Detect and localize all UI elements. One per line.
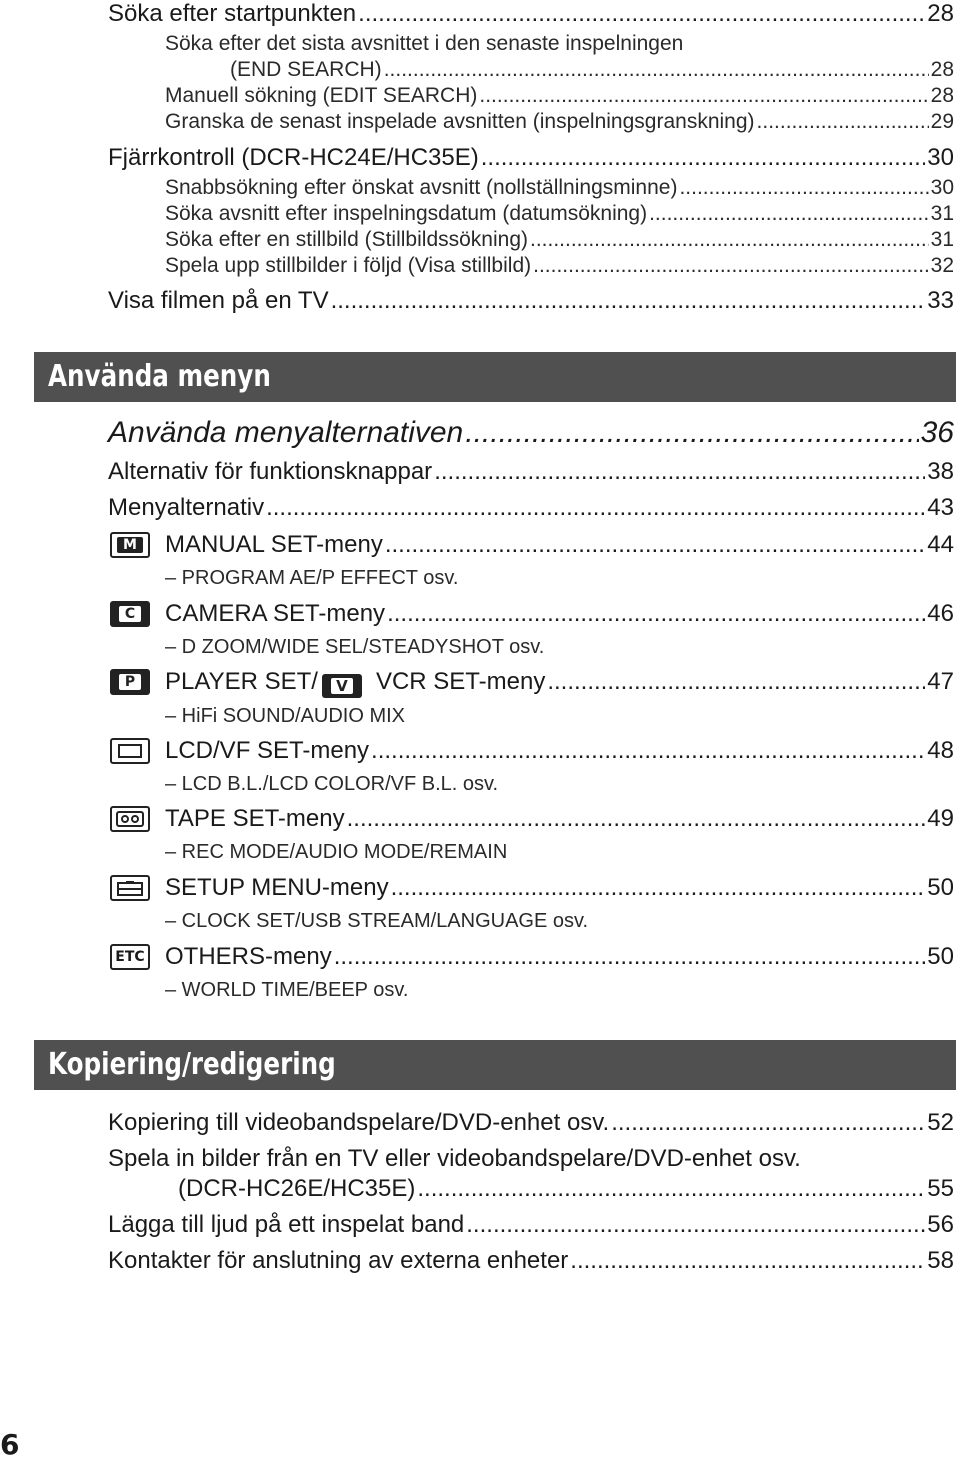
- entry-title: TAPE SET-meny: [165, 805, 345, 832]
- entry-page: 49: [927, 805, 954, 832]
- leader-dots: [533, 254, 929, 278]
- entry-page: 28: [927, 0, 954, 27]
- menu-entry[interactable]: [165, 737, 954, 765]
- toc-entry[interactable]: [108, 1211, 954, 1239]
- leader-dots: [611, 1109, 925, 1137]
- entry-title: Spela in bilder från en TV eller videobandspelare/DVD-enhet osv.: [108, 1145, 801, 1172]
- leader-dots: [266, 494, 925, 522]
- leader-dots: [649, 202, 929, 226]
- entry-page: 32: [930, 254, 954, 277]
- menu-entry[interactable]: [165, 668, 954, 696]
- entry-page: 30: [927, 144, 954, 171]
- toc-entry[interactable]: [108, 494, 954, 522]
- toc-entry[interactable]: [178, 1175, 954, 1203]
- entry-page: 33: [927, 287, 954, 314]
- leader-dots: [679, 176, 928, 200]
- menu-subtext: – HiFi SOUND/AUDIO MIX: [165, 705, 406, 727]
- entry-title: Söka efter det sista avsnittet i den senaste inspelningen: [165, 32, 684, 55]
- menu-subtext: – D ZOOM/WIDE SEL/STEADYSHOT osv.: [165, 636, 545, 658]
- entry-page: 28: [930, 84, 954, 107]
- entry-page: 31: [930, 202, 954, 225]
- leader-dots: [530, 228, 929, 252]
- leader-dots: [385, 531, 925, 559]
- entry-title: MANUAL SET-meny: [165, 531, 383, 558]
- entry-title: Granska de senast inspelade avsnitten (inspelningsgranskning): [165, 110, 755, 133]
- player-set-icon: P: [110, 669, 150, 695]
- menu-subtext: – CLOCK SET/USB STREAM/LANGUAGE osv.: [165, 910, 589, 932]
- leader-dots: [371, 737, 925, 765]
- entry-title: Fjärrkontroll (DCR-HC24E/HC35E): [108, 144, 479, 171]
- toc-heading[interactable]: [108, 416, 954, 450]
- menu-subtext: – WORLD TIME/BEEP osv.: [165, 979, 409, 1001]
- page-number: 6: [0, 1428, 20, 1461]
- camera-set-icon: C: [110, 601, 150, 627]
- toc-entry[interactable]: [108, 1247, 954, 1275]
- leader-dots: [334, 943, 926, 971]
- entry-page: 47: [927, 668, 954, 695]
- entry-page: 31: [930, 228, 954, 251]
- entry-title: Spela upp stillbilder i följd (Visa stillbild): [165, 254, 532, 277]
- menu-entry[interactable]: [165, 600, 954, 628]
- toc-entry[interactable]: [108, 0, 954, 28]
- entry-title: (DCR-HC26E/HC35E): [178, 1175, 416, 1202]
- toc-entry[interactable]: [108, 1109, 954, 1137]
- entry-title: Använda menyalternativen: [108, 416, 464, 449]
- toc-subentry[interactable]: [165, 110, 954, 134]
- entry-title: LCD/VF SET-meny: [165, 737, 370, 764]
- others-etc-icon: ETC: [110, 944, 150, 970]
- leader-dots: [347, 805, 926, 833]
- entry-title: OTHERS-meny: [165, 943, 332, 970]
- entry-title: Söka efter startpunkten: [108, 0, 357, 27]
- menu-entry[interactable]: [165, 874, 954, 902]
- section-title: Kopiering/redigering: [48, 1047, 336, 1082]
- entry-title: Manuell sökning (EDIT SEARCH): [165, 84, 478, 107]
- entry-title: SETUP MENU-meny: [165, 874, 389, 901]
- manual-set-icon: M: [110, 532, 150, 558]
- entry-title: PLAYER SET/: [165, 668, 318, 695]
- toc-subentry[interactable]: [165, 202, 954, 226]
- entry-title: (END SEARCH): [230, 58, 382, 81]
- entry-title: Kontakter för anslutning av externa enheter: [108, 1247, 569, 1274]
- leader-dots: [358, 0, 925, 28]
- toc-subentry[interactable]: [165, 84, 954, 108]
- menu-subtext: – LCD B.L./LCD COLOR/VF B.L. osv.: [165, 773, 499, 795]
- toc-entry[interactable]: [108, 144, 954, 172]
- entry-page: 58: [927, 1247, 954, 1274]
- entry-page: 46: [927, 600, 954, 627]
- entry-page: 43: [927, 494, 954, 521]
- entry-title: Alternativ för funktionsknappar: [108, 458, 433, 485]
- leader-dots: [331, 287, 926, 315]
- toc-entry[interactable]: [108, 1145, 954, 1173]
- entry-page: 28: [930, 58, 954, 81]
- menu-entry[interactable]: [165, 943, 954, 971]
- toc-subentry[interactable]: [230, 58, 954, 82]
- entry-page: 52: [927, 1109, 954, 1136]
- entry-page: 50: [927, 943, 954, 970]
- leader-dots: [391, 874, 926, 902]
- leader-dots: [417, 1175, 925, 1203]
- leader-dots: [570, 1247, 925, 1275]
- entry-title: VCR SET-meny: [375, 668, 546, 695]
- menu-subtext: – PROGRAM AE/P EFFECT osv.: [165, 567, 459, 589]
- toc-subentry[interactable]: [165, 228, 954, 252]
- entry-title: Snabbsökning efter önskat avsnitt (nollställningsminne): [165, 176, 678, 199]
- toc-subentry[interactable]: [165, 254, 954, 278]
- entry-title: Söka efter en stillbild (Stillbildssökning): [165, 228, 528, 251]
- entry-title: Söka avsnitt efter inspelningsdatum (datumsökning): [165, 202, 648, 225]
- entry-title: Visa filmen på en TV: [108, 287, 329, 314]
- entry-page: 56: [927, 1211, 954, 1238]
- section-header: [34, 352, 956, 402]
- toc-entry[interactable]: [108, 287, 954, 315]
- tape-set-icon: [110, 806, 150, 832]
- entry-page: 55: [927, 1175, 954, 1202]
- entry-page: 50: [927, 874, 954, 901]
- toc-entry[interactable]: [108, 458, 954, 486]
- entry-page: 29: [930, 110, 954, 133]
- leader-dots: [465, 416, 918, 450]
- leader-dots: [479, 84, 928, 108]
- entry-page: 48: [927, 737, 954, 764]
- entry-title: CAMERA SET-meny: [165, 600, 386, 627]
- leader-dots: [547, 668, 925, 696]
- toc-subentry[interactable]: [165, 176, 954, 200]
- entry-page: 44: [927, 531, 954, 558]
- entry-page: 30: [930, 176, 954, 199]
- menu-subtext: – REC MODE/AUDIO MODE/REMAIN: [165, 841, 508, 863]
- menu-entry[interactable]: [165, 531, 954, 559]
- entry-page: 36: [920, 416, 954, 449]
- leader-dots: [466, 1211, 925, 1239]
- leader-dots: [387, 600, 925, 628]
- entry-title: Kopiering till videobandspelare/DVD-enhet osv.: [108, 1109, 610, 1136]
- leader-dots: [384, 58, 929, 82]
- leader-dots: [481, 144, 926, 172]
- vcr-set-icon: V: [322, 674, 362, 698]
- entry-title: Lägga till ljud på ett inspelat band: [108, 1211, 465, 1238]
- entry-page: 38: [927, 458, 954, 485]
- section-header: [34, 1040, 956, 1090]
- leader-dots: [434, 458, 925, 486]
- entry-title: Menyalternativ: [108, 494, 265, 521]
- leader-dots: [757, 110, 929, 134]
- setup-menu-icon: [110, 875, 150, 901]
- lcd-vf-set-icon: [110, 738, 150, 764]
- toc-subentry[interactable]: [165, 32, 954, 56]
- menu-entry[interactable]: [165, 805, 954, 833]
- section-title: Använda menyn: [48, 359, 271, 394]
